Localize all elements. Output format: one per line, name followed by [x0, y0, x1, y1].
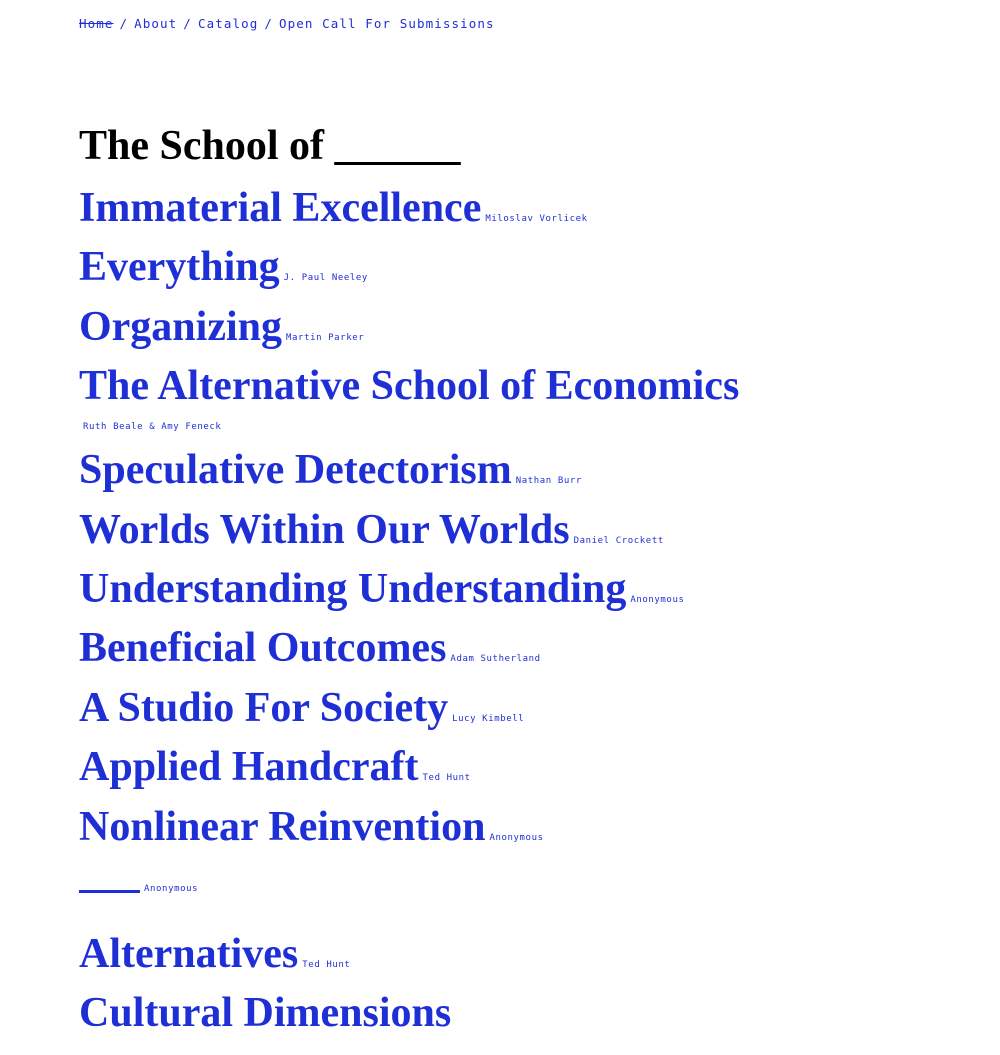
- school-title-link[interactable]: Beneficial Outcomes: [79, 625, 447, 672]
- school-title-link[interactable]: Speculative Detectorism: [79, 447, 512, 494]
- school-author: Daniel Crockett: [573, 535, 664, 546]
- list-item: [79, 441, 979, 500]
- list-item: [79, 679, 979, 738]
- school-author: Lucy Kimbell: [452, 713, 525, 724]
- school-title-link[interactable]: Understanding Understanding: [79, 565, 627, 612]
- school-title-link[interactable]: Everything: [79, 244, 280, 291]
- list-item: [79, 619, 979, 678]
- school-author: Nathan Burr: [515, 476, 582, 487]
- list-item: [79, 357, 979, 441]
- list-item: [79, 738, 979, 797]
- school-author: Ted Hunt: [422, 773, 471, 784]
- list-item: [79, 798, 979, 857]
- list-item: [79, 925, 979, 984]
- school-title-link[interactable]: Nonlinear Reinvention: [79, 803, 486, 850]
- list-item: [79, 857, 979, 925]
- school-author: Anonymous: [630, 594, 685, 605]
- school-title-link[interactable]: Immaterial Excellence: [79, 185, 482, 231]
- list-item: [79, 238, 979, 297]
- breadcrumb-separator: /: [119, 16, 129, 31]
- list-item: [79, 179, 979, 238]
- school-author: Martin Parker: [286, 332, 365, 343]
- school-title-link[interactable]: Applied Handcraft: [79, 744, 419, 791]
- breadcrumb-separator: /: [183, 16, 192, 31]
- school-author: J. Paul Neeley: [283, 273, 368, 284]
- list-item: [79, 501, 979, 560]
- breadcrumb-open-call-link[interactable]: Open Call For Submissions: [278, 16, 495, 31]
- school-title-link[interactable]: A Studio For Society: [79, 684, 449, 731]
- school-title-link[interactable]: Alternatives: [79, 930, 299, 977]
- school-author: Anonymous: [489, 832, 544, 843]
- school-title-link[interactable]: Worlds Within Our Worlds: [79, 506, 570, 553]
- school-title-link[interactable]: Organizing: [79, 303, 283, 350]
- school-title-link[interactable]: The Alternative School of Economics: [79, 363, 740, 410]
- school-author: Ruth Beale & Amy Feneck: [83, 421, 222, 432]
- breadcrumb: [79, 15, 495, 33]
- list-item: [79, 298, 979, 357]
- breadcrumb-separator: /: [264, 16, 273, 31]
- school-blank-title-link[interactable]: [79, 890, 140, 893]
- page-title: The School of ______: [79, 123, 461, 169]
- school-title-link[interactable]: Cultural Dimensions: [79, 990, 452, 1037]
- school-author: Anonymous: [144, 883, 199, 894]
- school-author: Ted Hunt: [302, 959, 351, 970]
- school-author: Adam Sutherland: [450, 654, 541, 665]
- list-item: [79, 560, 979, 619]
- school-list: [79, 179, 979, 1044]
- school-author: Miloslav Vorlicek: [485, 214, 588, 224]
- breadcrumb-home-link[interactable]: Home: [79, 16, 114, 31]
- breadcrumb-catalog-link[interactable]: Catalog: [197, 16, 259, 31]
- list-item: [79, 984, 979, 1043]
- breadcrumb-about-link[interactable]: About: [134, 16, 178, 31]
